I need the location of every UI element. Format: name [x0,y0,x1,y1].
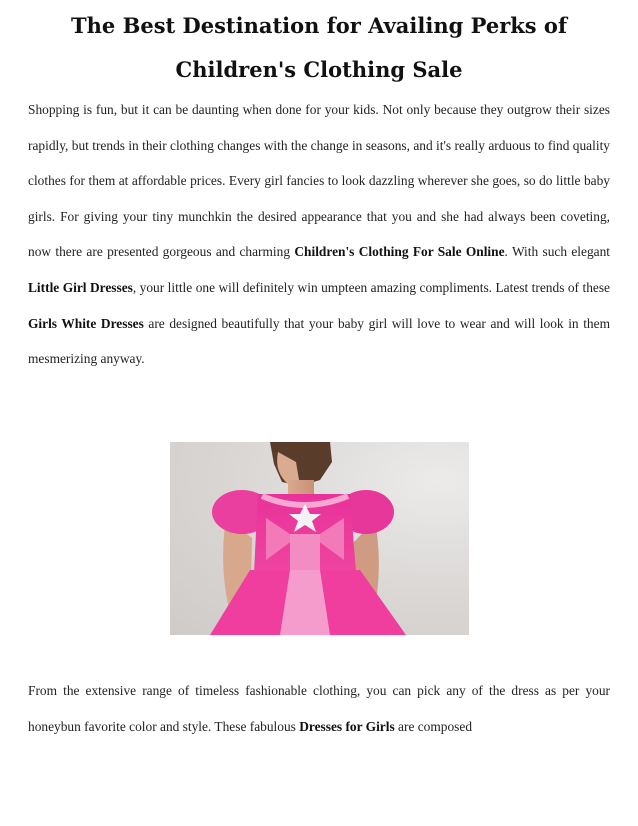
paragraph-text: Shopping is fun, but it can be daunting when done for your kids. Not only because they outgrow their sizes rapidly, but trends in their clothing changes with the change in seasons, and it's really arduous to find quality clothes for them at affordable prices. Every girl fancies to look dazzling wherever she goes, so do little baby girls. For giving your tiny munchkin the desired appearance that you and she had always been coveting, now there are presented gorgeous and charming [28,102,610,260]
paragraph-text: . With such elegant [504,244,611,260]
paragraph-text: From the extensive range of timeless fashionable clothing, you can pick any of the dress as per your honeybun favorite color and style. These fabulous [28,683,610,734]
paragraph-text: , your little one will definitely win umpteen amazing compliments. Latest trends of these [132,279,610,295]
bold-keyword-little-girl-dresses: Little Girl Dresses [28,279,133,295]
intro-paragraph [28,92,610,377]
second-paragraph [28,673,610,744]
paragraph-text: are composed [394,718,473,734]
paragraph-text: are designed beautifully that your baby girl will love to wear and will look in them mesmerizing anyway. [28,315,610,367]
page-title: The Best Destination for Availing Perks of Children's Clothing Sale [71,13,567,82]
bold-keyword-girls-white-dresses: Girls White Dresses [28,315,144,331]
bold-keyword-childrens-clothing: Children's Clothing For Sale Online [294,244,505,260]
girl-pink-dress-photo [170,442,469,635]
bold-keyword-dresses-for-girls: Dresses for Girls [299,718,395,734]
